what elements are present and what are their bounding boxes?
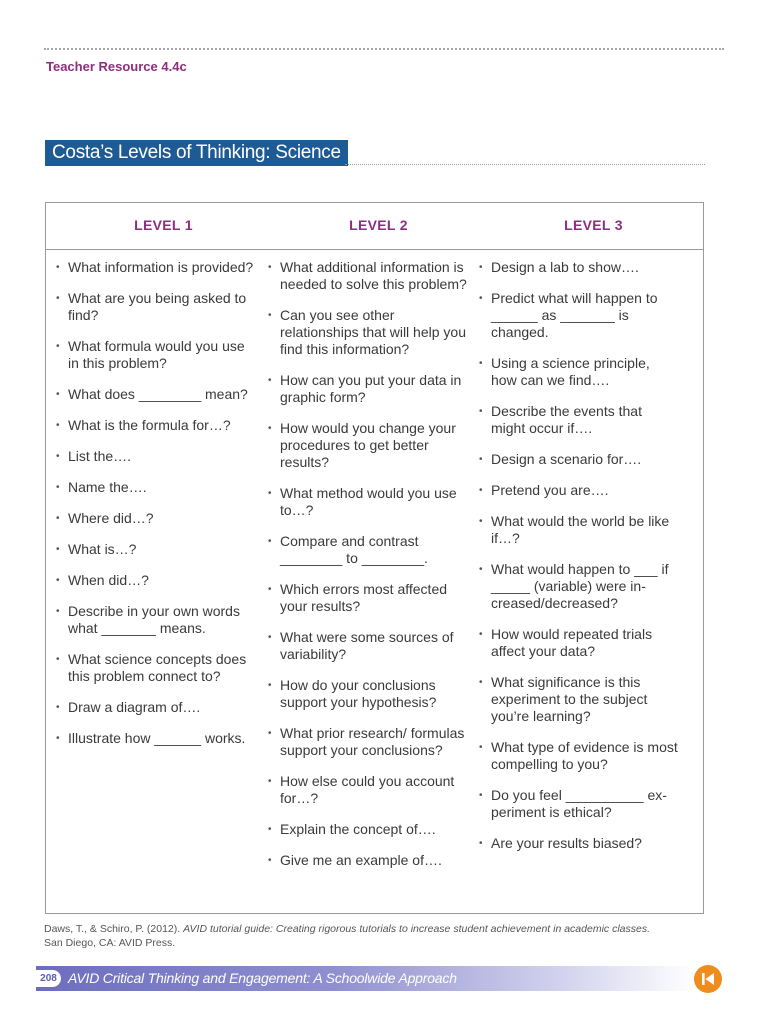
list-item: • Pretend you are…. [479, 482, 679, 499]
footer-book-title: AVID Critical Thinking and Engagement: A Schoolwide Approach [68, 970, 457, 986]
list-item: • Illustrate how ______ works. [56, 730, 256, 747]
list-item: • Explain the concept of…. [268, 821, 468, 838]
list-item: • Draw a diagram of…. [56, 699, 256, 716]
list-item: • How can you put your data in graphic form? [268, 372, 468, 406]
list-item: • List the…. [56, 448, 256, 465]
teacher-resource-label: Teacher Resource 4.4c [46, 59, 187, 74]
list-item: • What method would you use to…? [268, 485, 468, 519]
list-item: • Name the…. [56, 479, 256, 496]
level-1-heading: LEVEL 1 [134, 217, 193, 233]
list-item: • Which errors most affected your results? [268, 581, 468, 615]
list-item: • How else could you account for…? [268, 773, 468, 807]
skip-back-icon [700, 971, 716, 987]
header-dotted-rule [44, 48, 724, 50]
list-item: • What is…? [56, 541, 256, 558]
list-item: • Can you see other relationships that will help you find this information? [268, 307, 468, 358]
list-item: • Do you feel __________ ex-periment is ethical? [479, 787, 679, 821]
list-item: • What would the world be like if…? [479, 513, 679, 547]
title-dotted-rule [345, 164, 705, 165]
list-item: • What formula would you use in this problem? [56, 338, 256, 372]
citation-authors: Daws, T., & Schiro, P. (2012). [44, 923, 184, 935]
list-item: • Design a lab to show…. [479, 259, 679, 276]
list-item: • What science concepts does this problem connect to? [56, 651, 256, 685]
list-item: • How would you change your procedures to get better results? [268, 420, 468, 471]
list-item: • What information is provided? [56, 259, 256, 276]
list-item: • What additional information is needed to solve this problem? [268, 259, 468, 293]
back-button[interactable] [694, 965, 722, 993]
table-header-row [46, 203, 703, 250]
level-3-heading: LEVEL 3 [564, 217, 623, 233]
list-item: • What would happen to ___ if _____ (variable) were in-creased/decreased? [479, 561, 679, 612]
list-item: • What are you being asked to find? [56, 290, 256, 324]
list-item: • Compare and contrast ________ to ________. [268, 533, 468, 567]
page-title: Costa’s Levels of Thinking: Science [45, 140, 348, 166]
list-item: • How do your conclusions support your hypothesis? [268, 677, 468, 711]
level-3-list [479, 259, 679, 852]
list-item: • What prior research/ formulas support your conclusions? [268, 725, 468, 759]
level-2-list [268, 259, 468, 869]
list-item: • Design a scenario for…. [479, 451, 679, 468]
level-2-heading: LEVEL 2 [349, 217, 408, 233]
citation-publisher: San Diego, CA: AVID Press. [44, 937, 176, 949]
page-number: 208 [36, 970, 61, 987]
citation-work-title: AVID tutorial guide: Creating rigorous tutorials to increase student achievement in academic classes. [183, 923, 651, 935]
citation [44, 922, 724, 950]
list-item: • What significance is this experiment to the subject you’re learning? [479, 674, 679, 725]
footer-bar [36, 966, 696, 991]
list-item: • Are your results biased? [479, 835, 679, 852]
level-1-list [56, 259, 256, 747]
list-item: • Predict what will happen to ______ as _______ is changed. [479, 290, 679, 341]
page-title-block [45, 140, 705, 168]
list-item: • Using a science principle, how can we find…. [479, 355, 679, 389]
list-item: • Where did…? [56, 510, 256, 527]
levels-table [45, 202, 704, 914]
list-item: • Describe the events that might occur if…. [479, 403, 679, 437]
list-item: • Give me an example of…. [268, 852, 468, 869]
list-item: • Describe in your own words what _______ means. [56, 603, 256, 637]
list-item: • What does ________ mean? [56, 386, 256, 403]
list-item: • How would repeated trials affect your data? [479, 626, 679, 660]
list-item: • When did…? [56, 572, 256, 589]
list-item: • What is the formula for…? [56, 417, 256, 434]
list-item: • What type of evidence is most compelling to you? [479, 739, 679, 773]
list-item: • What were some sources of variability? [268, 629, 468, 663]
